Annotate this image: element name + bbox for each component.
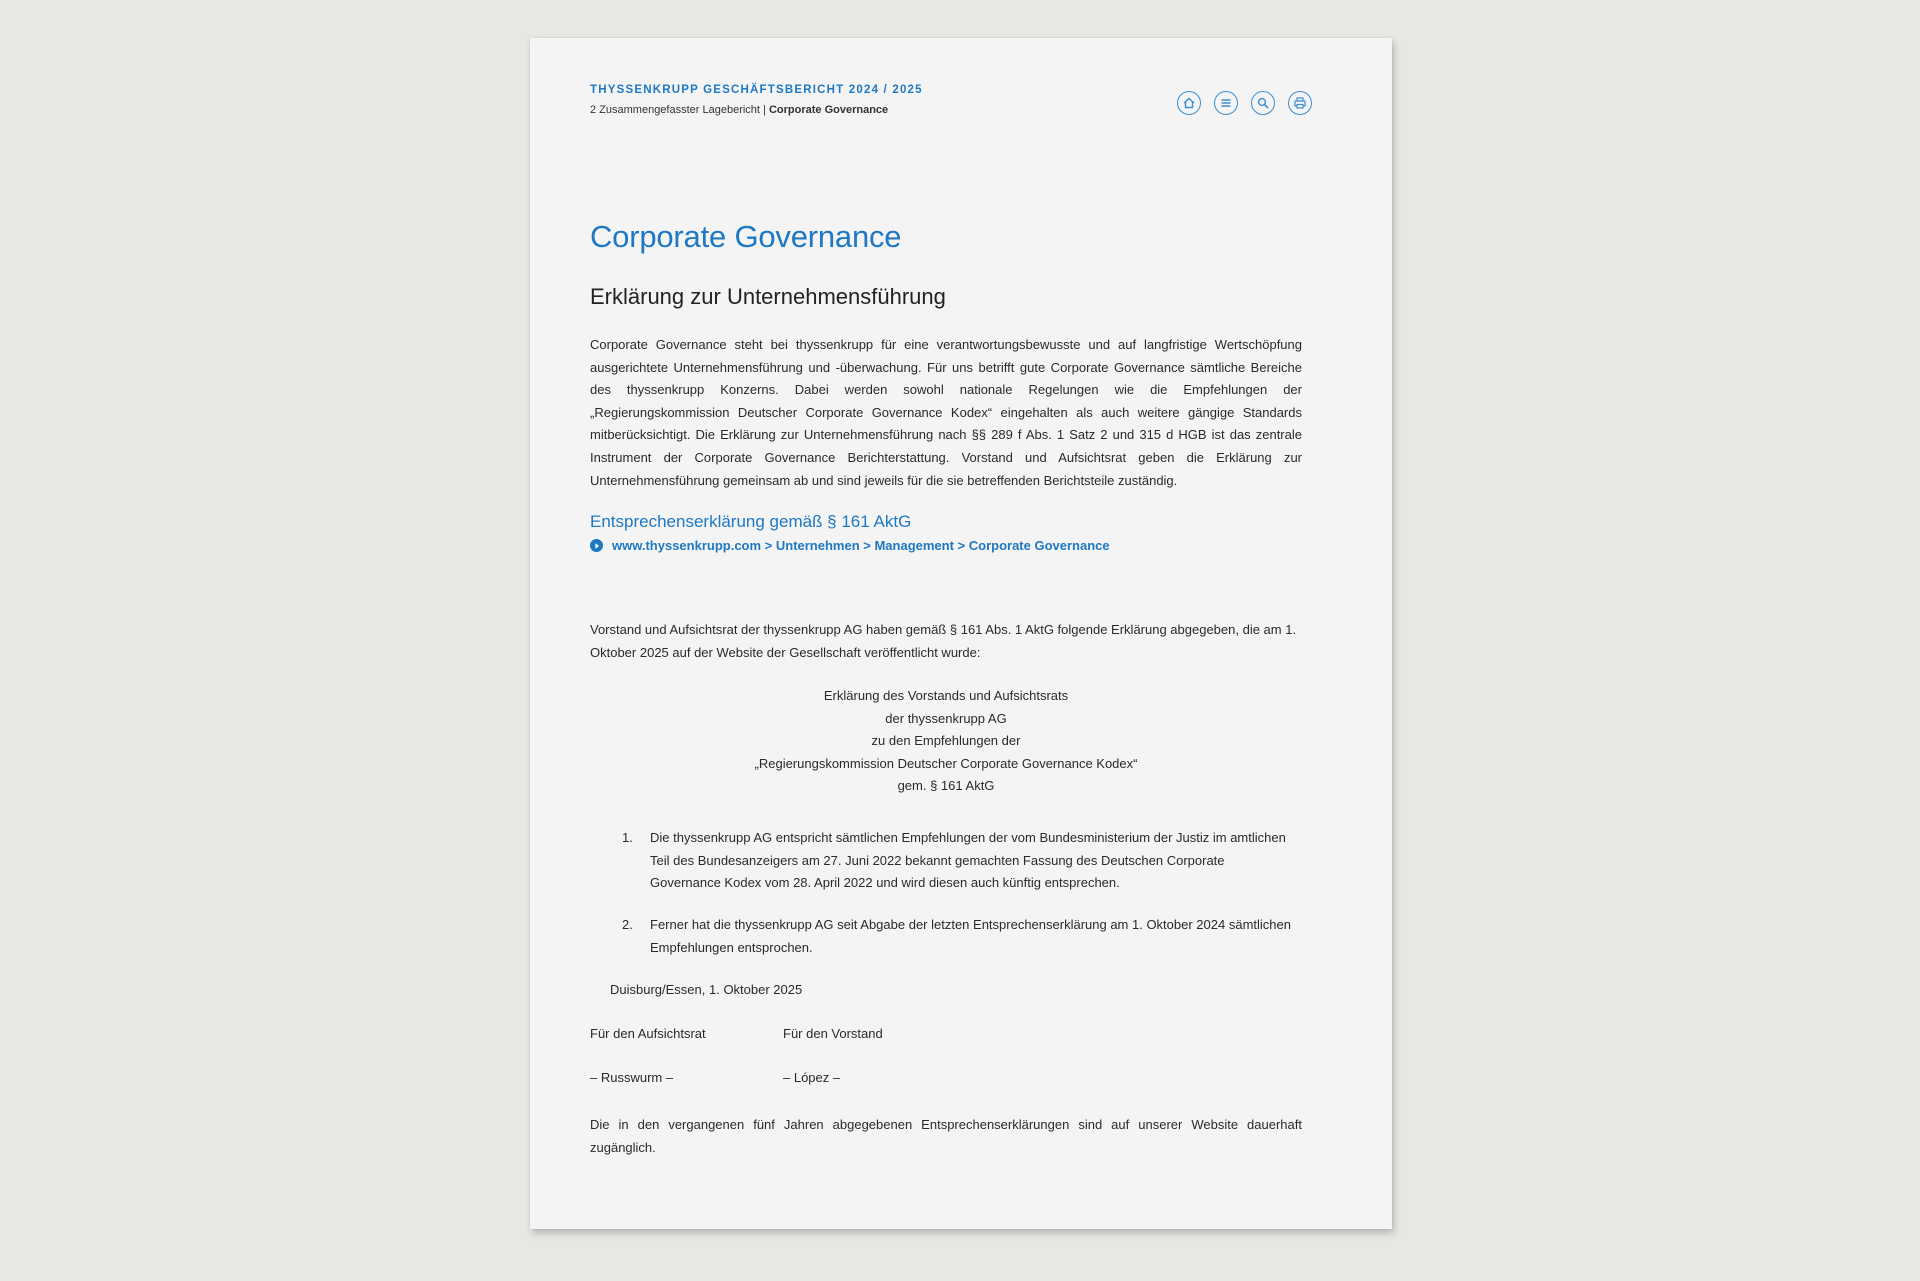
declaration-title-line: „Regierungskommission Deutscher Corporate Governance Kodex“ — [754, 755, 1138, 771]
home-icon[interactable] — [1177, 91, 1201, 115]
search-icon[interactable] — [1251, 91, 1275, 115]
list-item-number: 1. — [622, 830, 633, 845]
declaration-title-line: der thyssenkrupp AG — [885, 710, 1007, 726]
arrow-right-icon — [590, 539, 603, 552]
signature-name-supervisory-board: – Russwurm – — [590, 1070, 674, 1085]
web-link[interactable] — [590, 538, 1110, 553]
list-item — [622, 827, 1298, 895]
report-title: THYSSENKRUPP GESCHÄFTSBERICHT 2024 / 2025 — [590, 84, 923, 96]
breadcrumb-current: Corporate Governance — [768, 104, 889, 116]
declaration-title — [590, 685, 1302, 798]
declaration-title-line: gem. § 161 AktG — [897, 778, 995, 794]
page-subtitle: Erklärung zur Unternehmensführung — [590, 284, 946, 309]
list-item-text: Ferner hat die thyssenkrupp AG seit Abgabe der letzten Entsprechenserklärung am 1. Oktober 2024 sämtlichen Empfehlungen entsprochen. — [650, 917, 1291, 955]
web-link-text[interactable]: www.thyssenkrupp.com > Unternehmen > Management > Corporate Governance — [612, 538, 1110, 553]
signature-name-executive-board: – López – — [783, 1070, 841, 1085]
contents-icon[interactable] — [1214, 91, 1238, 115]
place-date: Duisburg/Essen, 1. Oktober 2025 — [610, 982, 803, 997]
declaration-intro: Vorstand und Aufsichtsrat der thyssenkrupp AG haben gemäß § 161 Abs. 1 AktG folgende Erklärung abgegeben, die am 1. Oktober 2025 auf der Website der Gesellschaft veröffentlicht wurde: — [590, 622, 1297, 660]
list-item-text: Die thyssenkrupp AG entspricht sämtlichen Empfehlungen der vom Bundesministerium der Justiz im amtlichen Teil des Bundesanzeigers am 27. Juni 2022 bekannt gemachten Fassung des Deutschen Corporate Governance Kodex vom 28. April 2022 und wird diesen auch künftig entsprechen. — [650, 830, 1286, 891]
print-icon[interactable] — [1288, 91, 1312, 115]
nav-icons — [1177, 91, 1312, 115]
declaration-title-line: Erklärung des Vorstands und Aufsichtsrats — [823, 688, 1069, 703]
list-item — [622, 914, 1298, 959]
declaration-title-line: zu den Empfehlungen der — [871, 733, 1021, 749]
breadcrumb-section[interactable]: 2 Zusammengefasster Lagebericht | — [590, 104, 769, 116]
signature-label-executive-board: Für den Vorstand — [783, 1026, 883, 1041]
breadcrumb — [590, 104, 888, 116]
list-item-number: 2. — [622, 917, 633, 932]
signature-label-supervisory-board: Für den Aufsichtsrat — [590, 1026, 706, 1041]
section-heading: Entsprechenserklärung gemäß § 161 AktG — [590, 512, 912, 531]
intro-paragraph: Corporate Governance steht bei thyssenkrupp für eine verantwortungsbewusste und auf langfristige Wertschöpfung ausgerichtete Unternehmensführung und -überwachung. Für uns betrifft gute Corporate Governance sämtliche Bereiche des thyssenkrupp Konzerns. Dabei werden sowohl nationale Regelungen wie die Empfehlungen der „Regierungskommission Deutscher Corporate Governance Kodex“ eingehalten als auch weitere gängige Standards mitberücksichtigt. Die Erklärung zur Unternehmensführung nach §§ 289 f Abs. 1 Satz 2 und 315 d HGB ist das zentrale Instrument der Corporate Governance Berichterstattung. Vorstand und Aufsichtsrat geben die Erklärung zur Unternehmensführung gemeinsam ab und sind jeweils für die sie betreffenden Berichtsteile zuständig. — [590, 337, 1302, 488]
footer-note: Die in den vergangenen fünf Jahren abgegebenen Entsprechenserklärungen sind auf unserer Website dauerhaft zugänglich. — [590, 1117, 1302, 1155]
page-title: Corporate Governance — [590, 219, 902, 254]
document-page — [530, 38, 1392, 1229]
